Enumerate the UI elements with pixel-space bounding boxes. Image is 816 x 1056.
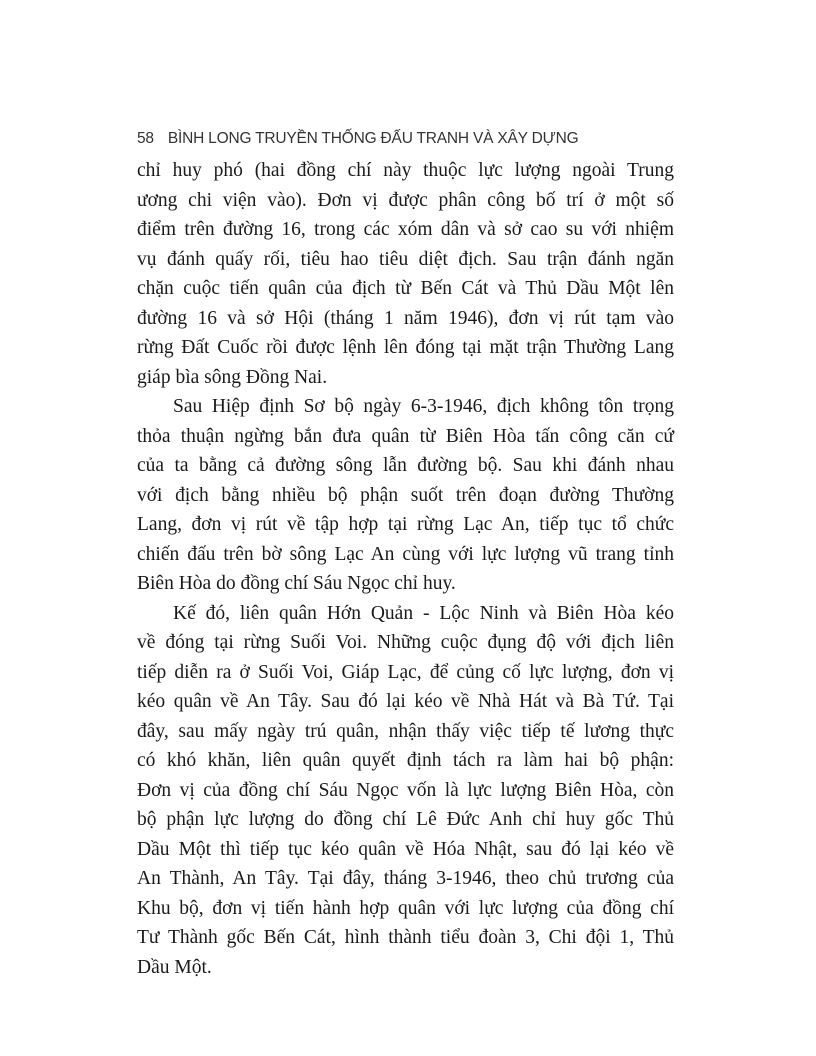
paragraph-line: rừng Đất Cuốc rồi được lệnh lên đóng tại mặt trận Thường Lang — [137, 337, 674, 358]
paragraph-line: ương chi viện vào). Đơn vị được phân công bố trí ở một số — [137, 189, 674, 211]
paragraph-line: chỉ huy phó (hai đồng chí này thuộc lực lượng ngoài Trung — [137, 160, 674, 181]
paragraph-line: Khu bộ, đơn vị tiến hành hợp quân với lực lượng của đồng chí — [137, 897, 674, 919]
running-title: BÌNH LONG TRUYỀN THỐNG ĐẤU TRANH VÀ XÂY DỰNG — [167, 130, 579, 147]
paragraph-line: với địch bằng nhiều bộ phận suốt trên đoạn đường Thường — [137, 484, 674, 506]
paragraph-line: Đơn vị của đồng chí Sáu Ngọc vốn là lực lượng Biên Hòa, còn — [137, 779, 674, 801]
body-text — [137, 156, 674, 982]
running-header — [137, 130, 579, 148]
paragraph-line: Sau Hiệp định Sơ bộ ngày 6-3-1946, địch không tôn trọng — [173, 396, 674, 417]
paragraph-line: Tư Thành gốc Bến Cát, hình thành tiểu đoàn 3, Chi đội 1, Thủ — [137, 927, 674, 948]
paragraph-line: vụ đánh quấy rối, tiêu hao tiêu diệt địch. Sau trận đánh ngăn — [137, 248, 674, 270]
paragraph-line: điểm trên đường 16, trong các xóm dân và sở cao su với nhiệm — [137, 219, 674, 240]
paragraph-line: Dầu Một. — [137, 956, 212, 978]
paragraph-line: Biên Hòa do đồng chí Sáu Ngọc chỉ huy. — [137, 573, 456, 594]
paragraph-line: có khó khăn, liên quân quyết định tách ra làm hai bộ phận: — [137, 750, 674, 771]
paragraph-line: bộ phận lực lượng do đồng chí Lê Đức Anh chỉ huy gốc Thủ — [137, 809, 674, 830]
paragraph-line: Dầu Một thì tiếp tục kéo quân về Hóa Nhật, sau đó lại kéo về — [137, 838, 674, 860]
paragraph-line: Lang, đơn vị rút về tập hợp tại rừng Lạc An, tiếp tục tổ chức — [137, 514, 674, 535]
paragraph-line: An Thành, An Tây. Tại đây, tháng 3-1946, theo chủ trương của — [137, 868, 674, 889]
paragraph-line: đường 16 và sở Hội (tháng 1 năm 1946), đơn vị rút tạm vào — [137, 307, 674, 329]
paragraph-line: chặn cuộc tiến quân của địch từ Bến Cát và Thủ Dầu Một lên — [137, 278, 674, 299]
paragraph-line: Kế đó, liên quân Hớn Quản - Lộc Ninh và Biên Hòa kéo — [173, 602, 674, 624]
paragraph-line: đây, sau mấy ngày trú quân, nhận thấy việc tiếp tế lương thực — [137, 720, 674, 742]
paragraph-line: của ta bằng cả đường sông lẫn đường bộ. Sau khi đánh nhau — [137, 455, 674, 476]
paragraph-line: giáp bìa sông Đồng Nai. — [137, 366, 328, 388]
paragraph-line: kéo quân về An Tây. Sau đó lại kéo về Nhà Hát và Bà Tứ. Tại — [137, 691, 674, 712]
paragraph-line: chiến đấu trên bờ sông Lạc An cùng với lực lượng vũ trang tỉnh — [137, 543, 674, 565]
page-number: 58 — [137, 130, 154, 147]
paragraph-line: về đóng tại rừng Suối Voi. Những cuộc đụng độ với địch liên — [137, 632, 674, 653]
paragraph-line: thỏa thuận ngừng bắn đưa quân từ Biên Hòa tấn công căn cứ — [137, 425, 674, 447]
paragraph-line: tiếp diễn ra ở Suối Voi, Giáp Lạc, để củng cố lực lượng, đơn vị — [137, 661, 674, 683]
